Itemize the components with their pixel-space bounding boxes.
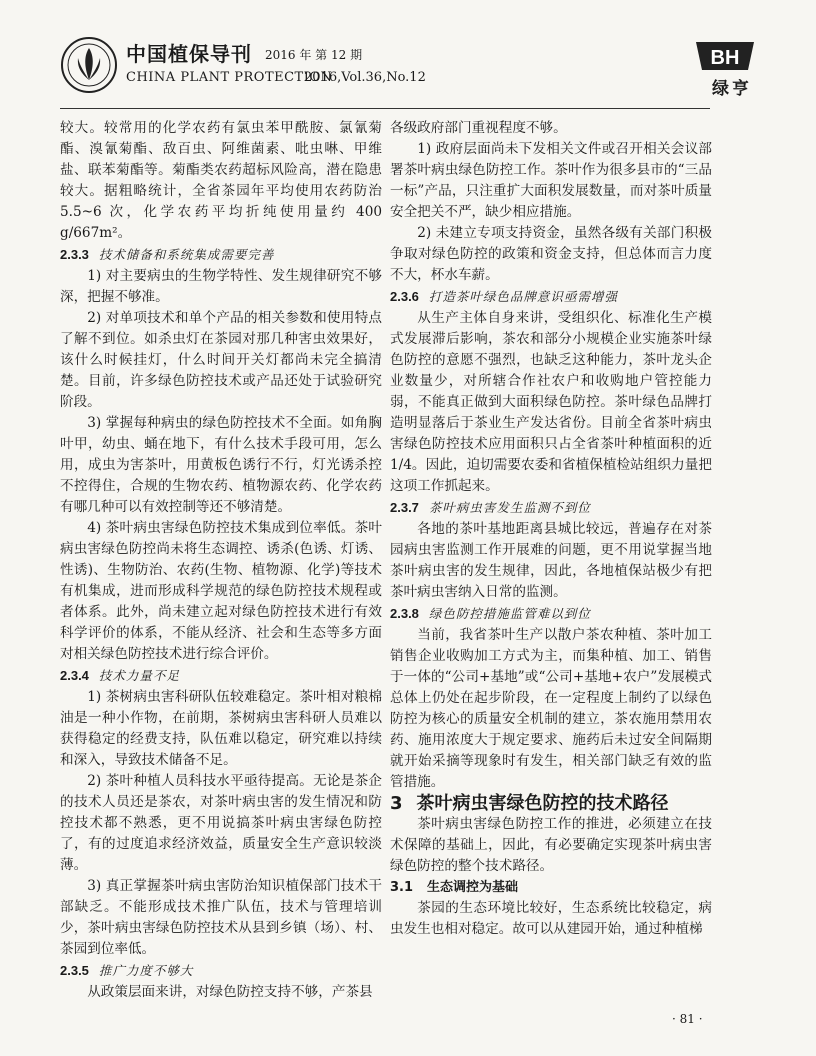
brand-name: 绿亨 — [712, 79, 752, 99]
paragraph: 从生产主体自身来讲，受组织化、标准化生产模式发展滞后影响，茶农和部分小规模企业实施茶叶绿色防控的意愿不强烈，也缺乏这种能力，茶叶龙头企业数量少，对所辖合作社农户和收购地户管控能力弱，不能真正做到大面积绿色防控。茶叶绿色品牌打造明显落后于茶业生产发达省份。目前全省茶叶病虫害绿色防控技术应用面积只占全省茶叶种植面积的近 1/4。因此，迫切需要农委和省植保植检站组织力量把这项工作抓起来。 — [390, 310, 712, 494]
section-heading-2-3-4 — [60, 665, 382, 687]
paragraph: 2) 茶叶种植人员科技水平亟待提高。无论是茶企的技术人员还是茶农，对茶叶病虫害的发生情况和防控技术都不熟悉，更不用说搞茶叶病虫害绿色防控了，有的过度追求经济效益，质量安全生产意识较淡薄。 — [60, 773, 382, 873]
section-number: 2.3.5 — [60, 963, 89, 978]
journal-title-en: CHINA PLANT PROTECTION — [126, 70, 333, 85]
section-title: 打造茶叶绿色品牌意识亟需增强 — [428, 289, 618, 304]
section-number: 2.3.8 — [390, 606, 419, 621]
right-column — [390, 118, 712, 940]
paragraph: 各地的茶叶基地距离县城比较远，普遍存在对茶园病虫害监测工作开展难的问题，更不用说掌握当地茶叶病虫害的发生规律，因此，各地植保站极少有把茶叶病虫害纳入日常的监测。 — [390, 521, 712, 600]
section-title: 技术力量不足 — [98, 668, 180, 683]
section-heading-2-3-7 — [390, 497, 712, 519]
section-number: 3.1 — [390, 880, 414, 895]
paragraph: 当前，我省茶叶生产以散户茶农种植、茶叶加工销售企业收购加工方式为主，而集种植、加工、销售于一体的“公司+基地”或“公司+基地+农户”发展模式总体上仍处在起步阶段，在一定程度上制约了以绿色防控为核心的质量安全机制的建立，茶农施用禁用农药、施用浓度大于规定要求、施药后未过安全间隔期就开始采摘等现象时有发生，相关部门缺乏有效的监管措施。 — [390, 627, 712, 790]
issue-cn: 2016 年 第 12 期 — [265, 48, 363, 62]
section-heading-2-3-3 — [60, 244, 382, 266]
section-title: 生态调控为基础 — [427, 880, 519, 895]
brand-logo-text: BH — [710, 47, 740, 69]
section-heading-3-1 — [390, 877, 712, 898]
issue-en: 2016,Vol.36,No.12 — [304, 70, 426, 85]
paragraph: 2) 对单项技术和单个产品的相关参数和使用特点了解不到位。如杀虫灯在茶园对那几种害虫效果好，该什么时候挂灯，什么时间开关灯都尚未完全搞清楚。目前，许多绿色防控技术或产品还处于试验研究阶段。 — [60, 310, 382, 410]
paragraph: 1) 茶树病虫害科研队伍较难稳定。茶叶相对粮棉油是一种小作物，在前期，茶树病虫害科研人员难以获得稳定的经费支持，队伍难以稳定，研究难以持续和深入，导致技术储备不足。 — [60, 689, 382, 768]
left-column — [60, 118, 382, 1003]
section-number: 3 — [390, 793, 403, 814]
page-number: · 81 · — [672, 1012, 703, 1026]
paragraph: 4) 茶叶病虫害绿色防控技术集成到位率低。茶叶病虫害绿色防控尚未将生态调控、诱杀(色诱、灯诱、性诱)、生物防治、农药(生物、植物源、化学)等技术有机集成，进而形成科学规范的绿色防控技术规程或者体系。此外，尚未建立起对绿色防控技术进行有效科学评价的体系，不能从经济、社会和生态等多方面对相关绿色防控技术进行综合评价。 — [60, 520, 382, 662]
paragraph: 较大。较常用的化学农药有氯虫苯甲酰胺、氯氰菊酯、溴氰菊酯、敌百虫、阿维菌素、吡虫啉、甲维盐、联苯菊酯等。菊酯类农药超标风险高，潜在隐患较大。据粗略统计，全省茶园年平均使用农药防治 5.5~6 次，化学农药平均折纯使用量约 400 g/667m²。 — [60, 120, 382, 241]
section-heading-2-3-8 — [390, 603, 712, 625]
paragraph: 1) 政府层面尚未下发相关文件或召开相关会议部署茶叶病虫绿色防控工作。茶叶作为很多县市的“三品一标”产品，只注重扩大面积发展数量，而对茶叶质量安全把关不严，缺少相应措施。 — [390, 141, 712, 220]
section-number: 2.3.6 — [390, 289, 419, 304]
paragraph: 3) 真正掌握茶叶病虫害防治知识植保部门技术干部缺乏。不能形成技术推广队伍，技术与管理培训少，茶叶病虫害绿色防控技术从县到乡镇（场）、村、茶园到位率低。 — [60, 878, 382, 957]
journal-title-cn: 中国植保导刊 — [126, 42, 252, 66]
section-heading-2-3-6 — [390, 286, 712, 308]
paragraph: 茶叶病虫害绿色防控工作的推进，必须建立在技术保障的基础上，因此，有必要确定实现茶叶病虫害绿色防控的整个技术路径。 — [390, 816, 712, 874]
section-number: 2.3.3 — [60, 247, 89, 262]
header-rule — [60, 108, 710, 109]
page-header — [60, 36, 760, 100]
section-title: 推广力度不够大 — [98, 963, 194, 978]
paragraph: 1) 对主要病虫的生物学特性、发生规律研究不够深，把握不够准。 — [60, 268, 382, 305]
paragraph: 茶园的生态环境比较好，生态系统比较稳定，病虫发生也相对稳定。故可以从建园开始，通过种植梯 — [390, 900, 712, 937]
section-heading-3 — [390, 793, 712, 814]
section-heading-2-3-5 — [60, 960, 382, 982]
paragraph: 从政策层面来讲，对绿色防控支持不够，产茶县 — [87, 984, 373, 1000]
section-title: 茶叶病虫害发生监测不到位 — [428, 500, 591, 515]
section-number: 2.3.4 — [60, 668, 89, 683]
section-title: 技术储备和系统集成需要完善 — [98, 247, 275, 262]
paragraph: 3) 掌握每种病虫的绿色防控技术不全面。如角胸叶甲，幼虫、蛹在地下，有什么技术手段可用，怎么用，成虫为害茶叶，用黄板色诱行不行，灯光诱杀控不控得住，合规的生物农药、植物源农药、化学农药有哪几种可以有效控制等还不够清楚。 — [60, 415, 382, 515]
journal-seal-logo — [60, 36, 118, 94]
section-number: 2.3.7 — [390, 500, 419, 515]
section-title: 绿色防控措施监管难以到位 — [428, 606, 591, 621]
paragraph: 各级政府部门重视程度不够。 — [390, 120, 567, 136]
paragraph: 2) 未建立专项支持资金，虽然各级有关部门积极争取对绿色防控的政策和资金支持，但总体而言力度不大，杯水车薪。 — [390, 225, 712, 283]
section-title: 茶叶病虫害绿色防控的技术路径 — [416, 793, 669, 814]
